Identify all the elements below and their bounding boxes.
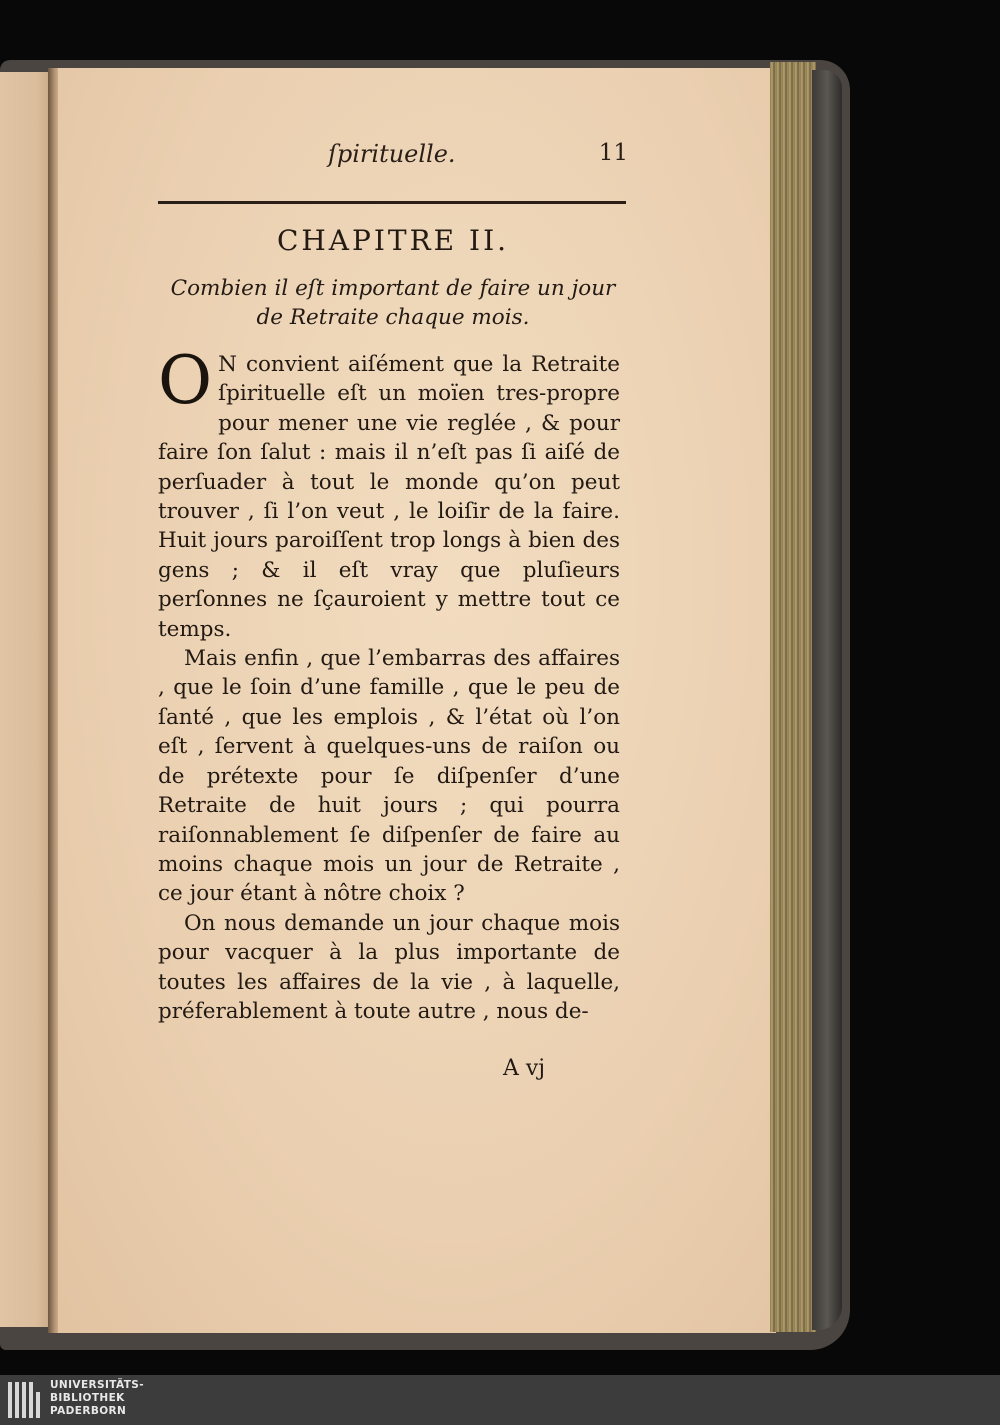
header-rule [158,201,626,204]
paragraph-1-text: N convient aiſément que la Retraite ſpirituelle eſt un moïen tres-propre pour mener une vie reglée , & pour faire ſon ſalut : mais il n’eſt pas ſi aiſé de perſuader à tout le monde qu’on peut trouver , ſi l’on veut , le loiſir de la faire. Huit jours paroiſſent trop longs à bien des gens ; & il eſt vray que pluſieurs perſonnes ne ſçauroient y mettre tout ce temps. [158,352,620,642]
left-page-edge [0,72,52,1327]
running-head [158,128,628,170]
paragraph-2: Mais enfin , que l’embarras des affaires , que le ſoin d’une famille , que le peu de ſanté , que les emplois , & l’état où l’on eſt , ſervent à quelques-uns de raiſon ou de prétexte pour ſe diſpenſer d’une Retraite de huit jours ; qui pourra raiſonnablement ſe diſpenſer de faire au moins chaque mois un jour de Retraite , ce jour étant à nôtre choix ? [158,646,620,907]
signature-mark: A vj [503,1056,546,1081]
cover-edge [812,70,842,1330]
library-name [50,1379,144,1418]
page-fore-edge [770,62,816,1332]
chapter-subtitle: Combien il eſt important de faire un jour de Retraite chaque mois. [170,276,616,330]
drop-cap: O [158,342,213,419]
page-number: 11 [598,140,628,166]
paragraph-1 [158,342,620,644]
library-name-line-3: PADERBORN [50,1405,127,1417]
page-text-block [158,128,628,1081]
body-text [158,342,620,1026]
chapter-heading: CHAPITRE II. [276,224,510,257]
library-name-line-1: UNIVERSITÄTS- [50,1379,145,1391]
running-title: ſpirituelle. [328,140,456,168]
library-name-line-2: BIBLIOTHEK [50,1392,125,1404]
library-logo-icon [6,1378,46,1422]
paragraph-3: On nous demande un jour chaque mois pour vacquer à la plus importante de toutes les affaires de la vie , à laquelle, préferablement à toute autre , nous de- [158,910,620,1024]
library-footer [0,1375,1000,1425]
